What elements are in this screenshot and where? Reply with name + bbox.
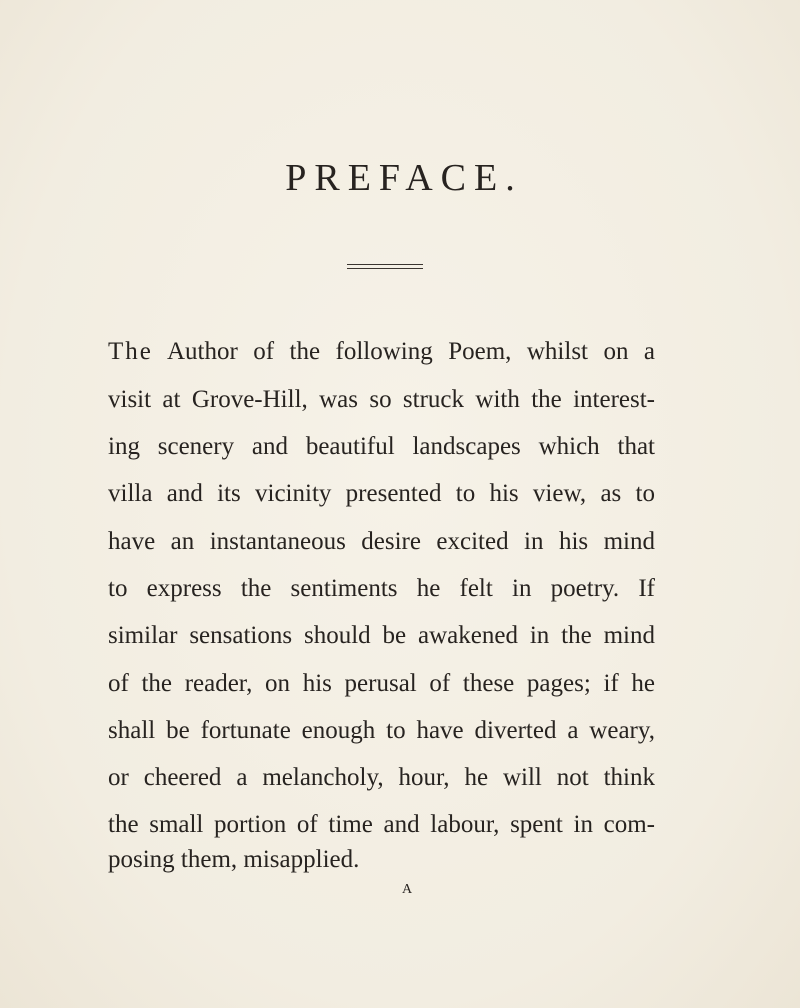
text-line-4: villa and its vicinity presented to his view, as to <box>108 480 655 507</box>
text-line-3: ing scenery and beautiful landscapes which that <box>108 433 655 460</box>
text-line-5: have an instantaneous desire excited in his mind <box>108 528 655 555</box>
text-line-8: of the reader, on his perusal of these pages; if he <box>108 670 655 697</box>
double-rule-divider <box>347 264 423 269</box>
text-line-7: similar sensations should be awakened in the mind <box>108 622 655 649</box>
text-line-9: shall be fortunate enough to have diverted a weary, <box>108 717 655 744</box>
first-line-text: Author of the following Poem, whilst on a <box>166 338 656 365</box>
text-line-11: the small portion of time and labour, spent in com- <box>108 811 655 838</box>
text-line-6: to express the sentiments he felt in poetry. If <box>108 575 655 602</box>
text-line-1 <box>108 337 655 367</box>
text-line-2: visit at Grove-Hill, was so struck with the interest- <box>108 386 655 413</box>
signature-mark: A <box>402 882 413 897</box>
page-title: PREFACE. <box>285 157 523 199</box>
text-line-10: or cheered a melancholy, hour, he will not think <box>108 764 655 791</box>
text-line-12: posing them, misapplied. <box>108 846 360 873</box>
first-word-small-caps: The <box>108 338 153 365</box>
